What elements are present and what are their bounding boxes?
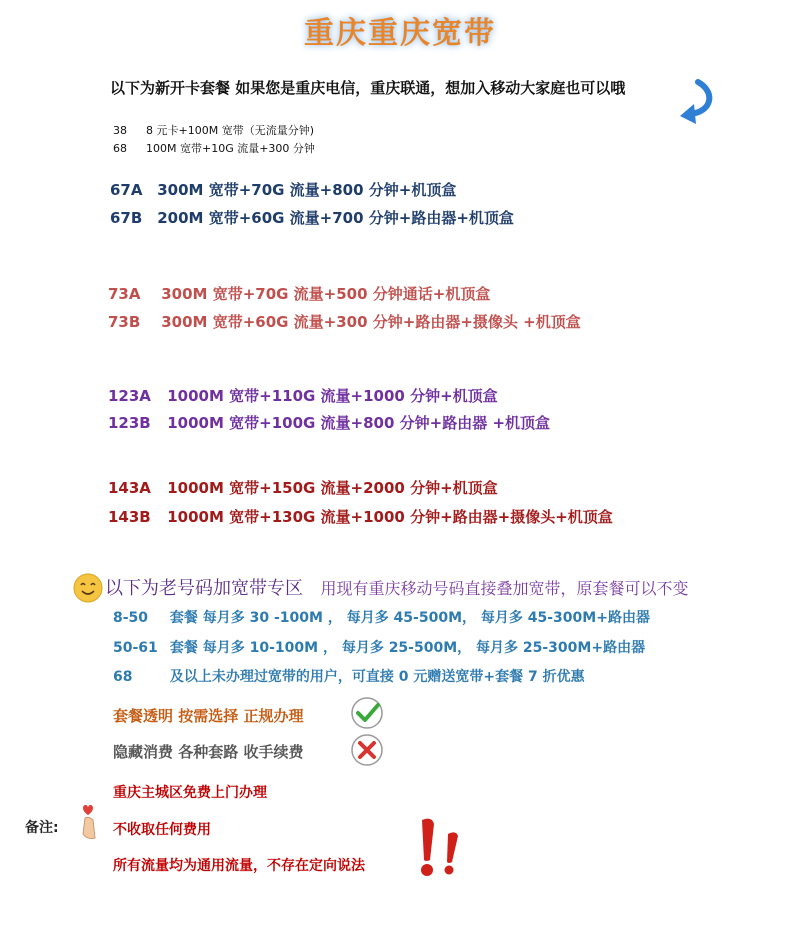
plan-code: 68	[113, 142, 127, 155]
page-title: 重庆重庆宽带	[304, 16, 496, 51]
plan-desc: 套餐 每月多 10-100M ， 每月多 25-500M， 每月多 25-300M+路由器	[169, 640, 646, 656]
plan-desc: 100M 宽带+10G 流量+300 分钟	[146, 142, 315, 155]
plan-code: 143B	[108, 508, 151, 526]
plan-code: 8-50	[113, 610, 149, 626]
plan-123b	[108, 412, 550, 433]
plan-desc: 1000M 宽带+110G 流量+1000 分钟+机顶盒	[167, 387, 498, 405]
old-number-heading	[105, 574, 688, 600]
finger-heart-icon	[75, 802, 105, 842]
plan-desc: 1000M 宽带+100G 流量+800 分钟+路由器 +机顶盒	[167, 414, 551, 432]
plan-desc: 8 元卡+100M 宽带（无流量分钟)	[146, 124, 314, 137]
plan-desc: 及以上未办理过宽带的用户，可直接 0 元赠送宽带+套餐 7 折优惠	[169, 669, 585, 685]
plan-68	[113, 140, 315, 156]
note-2: 不收取任何费用	[113, 822, 211, 838]
cons-text: 隐藏消费 各种套路 收手续费	[113, 743, 304, 761]
plan-67a	[110, 179, 456, 200]
plan-desc: 1000M 宽带+150G 流量+2000 分钟+机顶盒	[167, 479, 498, 497]
plan-code: 123A	[108, 387, 151, 405]
plan-67b	[110, 207, 514, 228]
plan-desc: 1000M 宽带+130G 流量+1000 分钟+路由器+摄像头+机顶盒	[167, 508, 613, 526]
plan-desc: 300M 宽带+60G 流量+300 分钟+路由器+摄像头 +机顶盒	[161, 313, 581, 331]
plan-code: 68	[113, 669, 133, 685]
plan-code: 123B	[108, 414, 151, 432]
cross-icon	[350, 733, 384, 767]
intro-text: 以下为新开卡套餐 如果您是重庆电信，重庆联通，想加入移动大家庭也可以哦	[110, 79, 626, 97]
plan-code: 67A	[110, 181, 143, 199]
old-number-subtitle: 用现有重庆移动号码直接叠加宽带，原套餐可以不变	[320, 579, 689, 598]
plan-73b	[108, 311, 581, 332]
plan-123a	[108, 385, 498, 406]
plan-desc: 300M 宽带+70G 流量+500 分钟通话+机顶盒	[161, 285, 491, 303]
plan-code: 73A	[108, 285, 141, 303]
plan-code: 67B	[110, 209, 143, 227]
plan-143a	[108, 477, 498, 498]
plan-code: 143A	[108, 479, 151, 497]
note-3: 所有流量均为通用流量，不存在定向说法	[113, 858, 365, 874]
plan-38	[113, 122, 314, 138]
plan-143b	[108, 506, 613, 527]
plan-desc: 200M 宽带+60G 流量+700 分钟+路由器+机顶盒	[157, 209, 514, 227]
plan-desc: 套餐 每月多 30 -100M ， 每月多 45-500M， 每月多 45-300M+路由器	[169, 610, 650, 626]
plan-code: 73B	[108, 313, 141, 331]
old-plan-8-50	[113, 607, 650, 627]
curved-arrow-icon	[676, 78, 718, 128]
plan-desc: 300M 宽带+70G 流量+800 分钟+机顶盒	[157, 181, 457, 199]
exclamation-icon	[414, 816, 466, 880]
plan-73a	[108, 283, 490, 304]
note-1: 重庆主城区免费上门办理	[113, 785, 267, 801]
pros-text: 套餐透明 按需选择 正规办理	[113, 707, 304, 725]
check-icon	[350, 696, 384, 730]
old-number-title: 以下为老号码加宽带专区	[105, 578, 303, 599]
old-plan-68	[113, 666, 585, 686]
plan-code: 50-61	[113, 640, 158, 656]
plan-code: 38	[113, 124, 127, 137]
old-plan-50-61	[113, 637, 645, 657]
notes-label: 备注:	[25, 820, 59, 836]
smiley-icon	[73, 573, 103, 603]
